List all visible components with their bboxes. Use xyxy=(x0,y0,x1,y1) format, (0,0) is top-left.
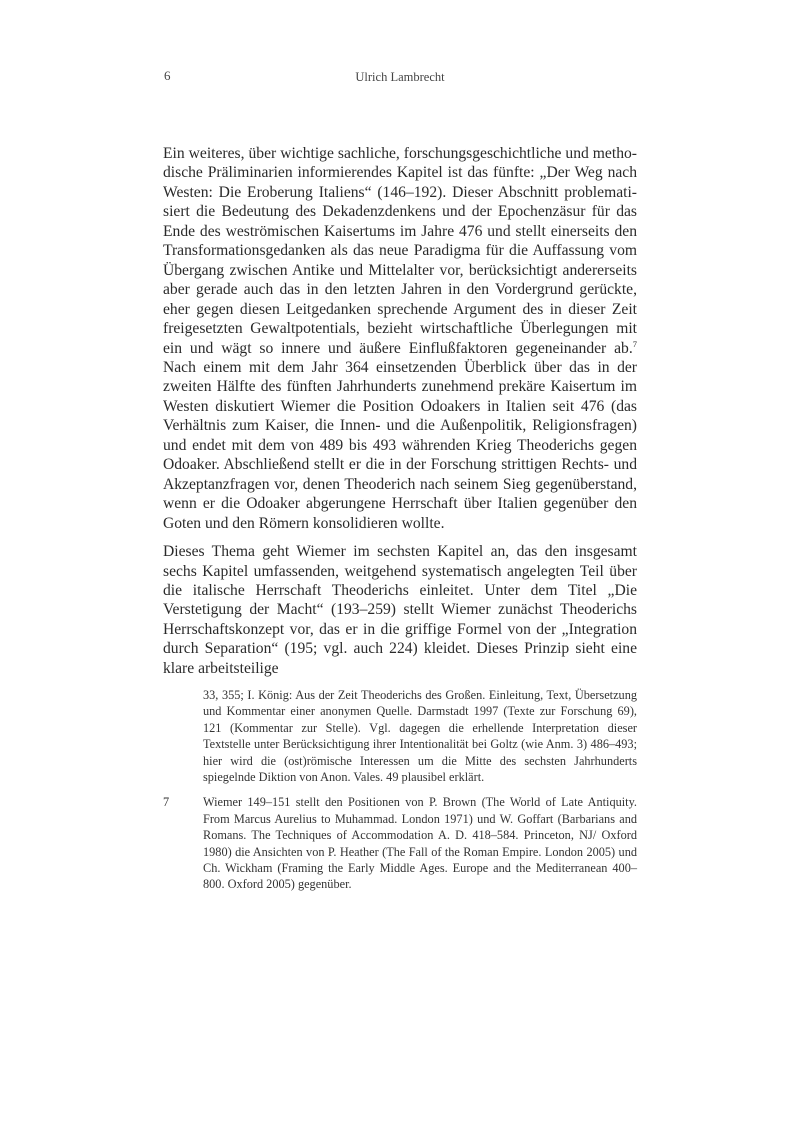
footnote-text: Wiemer 149–151 stellt den Positionen von P. Brown (The World of Late Antiquity. From Marcus Aurelius to Muhammad. London 1971) und W. Goffart (Barbarians and Romans. The Techniques of Accommodation A. D. 418–584. Princeton, NJ/ Oxford 1980) die Ansichten von P. Heather (The Fall of the Roman Empire. London 2005) und Ch. Wickham (Framing the Early Middle Ages. Europe and the Mediterranean 400–800. Oxford 2005) gegenüber. xyxy=(203,795,637,892)
footnote-7 xyxy=(163,794,637,892)
footnote-text: 33, 355; I. König: Aus der Zeit Theoderichs des Großen. Einleitung, Text, Übersetzung und Kommentar einer anonymen Quelle. Darmstadt 1997 (Texte zur Forschung 69), 121 (Kommentar zur Stelle). Vgl. dagegen die erhellende Interpretation dieser Textstelle unter Berücksichtigung ihrer Intentionalität bei Goltz (wie Anm. 3) 486–493; hier wird die (ost)römische Interessen um die Mitte des sechsten Jahrhunderts spiegelnde Diktion von Anon. Vales. 49 plausibel erklärt. xyxy=(203,688,637,785)
page-header xyxy=(0,68,800,88)
paragraph-1 xyxy=(163,144,637,533)
running-head: Ulrich Lambrecht xyxy=(355,70,445,84)
footnotes xyxy=(163,687,637,893)
footnote-reference[interactable]: 7 xyxy=(632,338,637,349)
page-number: 6 xyxy=(164,68,171,83)
footnote-continued xyxy=(163,687,637,785)
paragraph-text: Ein weiteres, über wichtige sachliche, forschungsgeschichtliche und methodische Präliminarien informierendes Kapitel ist das fünfte: „Der Weg nach Westen: Die Eroberung Italiens“ (146–192). Dieser Abschnitt problematisiert die Bedeutung des Dekadenzdenkens und der Epochenzäsur für das Ende des weströmischen Kaisertums im Jahre 476 und stellt einerseits den Transformationsgedanken als das neue Paradigma für die Auffassung vom Übergang zwischen Antike und Mittelalter vor, berücksichtigt andererseits aber gerade auch das in den letzten Jahren in den Vordergrund gerückte, eher gegen diesen Leitgedanken sprechende Argument des in dieser Zeit freigesetzten Gewaltpotentials, bezieht wirtschaftliche Überlegungen mit ein und wägt so innere und äußere Einflußfaktoren gegeneinander ab. xyxy=(163,145,637,357)
body-text xyxy=(163,144,637,678)
paragraph-2: Dieses Thema geht Wiemer im sechsten Kapitel an, das den insgesamt sechs Kapitel umfassenden, weitgehend systematisch angelegten Teil über die italische Herrschaft Theoderichs einleitet. Unter dem Titel „Die Verstetigung der Macht“ (193–259) stellt Wiemer zunächst Theoderichs Herrschaftskonzept vor, das er in die griffige Formel von der „Integration durch Separation“ (195; vgl. auch 224) kleidet. Dieses Prinzip sieht eine klare arbeitsteilige xyxy=(163,543,637,677)
paragraph-text: Nach einem mit dem Jahr 364 einsetzenden Überblick über das in der zweiten Hälfte des fünften Jahrhunderts zunehmend prekäre Kaisertum im Westen diskutiert Wiemer die Position Odoakers in Italien seit 476 (das Verhältnis zum Kaiser, die Innen- und die Außenpolitik, Religionsfragen) und endet mit dem von 489 bis 493 währenden Krieg Theoderichs gegen Odoaker. Abschließend stellt er die in der Forschung strittigen Rechts- und Akzeptanzfragen vor, denen Theoderich nach seinem Sieg gegenüberstand, wenn er die Odoaker abgerungene Herrschaft über Italien gegenüber den Goten und den Römern konsolidieren wollte. xyxy=(163,358,637,532)
footnote-number: 7 xyxy=(163,795,170,810)
